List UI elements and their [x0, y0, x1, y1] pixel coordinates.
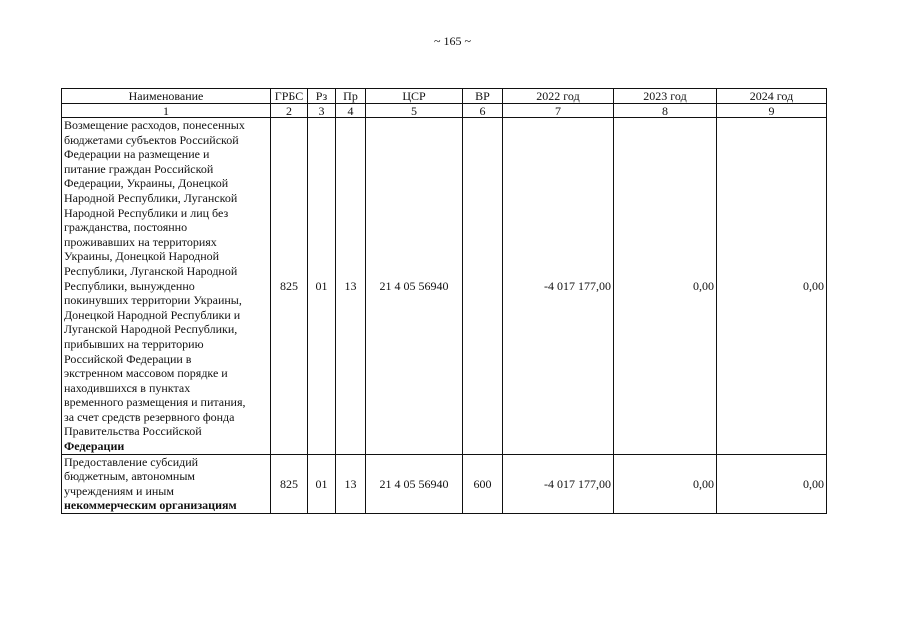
amount-2022-cell: -4 017 177,00: [503, 454, 614, 513]
name-line: Украины, Донецкой Народной: [64, 249, 220, 264]
header-vr: ВР: [463, 89, 503, 104]
name-line: бюджетным, автономным: [64, 469, 195, 484]
name-line: временного размещения и питания,: [64, 395, 246, 410]
column-number: 1: [62, 104, 271, 118]
name-line: находившихся в пунктах: [64, 380, 191, 395]
header-2023: 2023 год: [614, 89, 717, 104]
column-number-row: [62, 104, 827, 118]
column-number: 7: [503, 104, 614, 118]
name-line: Народной Республики, Луганской: [64, 190, 238, 205]
table-row: [62, 454, 827, 513]
name-line: проживавших на территориях: [64, 234, 217, 249]
header-rz: Рз: [308, 89, 336, 104]
column-number: 3: [308, 104, 336, 118]
rz-cell: 01: [308, 454, 336, 513]
csr-cell: 21 4 05 56940: [366, 118, 463, 455]
page-number: ~ 165 ~: [434, 34, 471, 48]
name-line: покинувших территории Украины,: [64, 293, 242, 308]
column-number: 5: [366, 104, 463, 118]
name-line: Предоставление субсидий: [64, 454, 199, 469]
name-line: прибывших на территорию: [64, 336, 204, 351]
amount-2023-cell: 0,00: [614, 118, 717, 455]
name-line: питание граждан Российской: [64, 161, 214, 176]
name-line: Российской Федерации в: [64, 351, 192, 366]
name-cell: [62, 454, 271, 513]
name-line: Республики, Луганской Народной: [64, 263, 238, 278]
name-line: Возмещение расходов, понесенных: [64, 118, 245, 132]
amount-2024-cell: 0,00: [717, 118, 827, 455]
pr-cell: 13: [336, 454, 366, 513]
rz-cell: 01: [308, 118, 336, 455]
column-number: 4: [336, 104, 366, 118]
name-line: гражданства, постоянно: [64, 220, 188, 235]
grbs-cell: 825: [271, 454, 308, 513]
pr-cell: 13: [336, 118, 366, 455]
name-line: Донецкой Народной Республики и: [64, 307, 241, 322]
header-2022: 2022 год: [503, 89, 614, 104]
table-row: [62, 118, 827, 455]
name-line: Правительства Российской: [64, 424, 202, 439]
name-line: Федерации, Украины, Донецкой: [64, 176, 229, 191]
name-line: Федерации на размещение и: [64, 147, 210, 162]
name-line: Луганской Народной Республики,: [64, 322, 238, 337]
column-number: 2: [271, 104, 308, 118]
column-number: 9: [717, 104, 827, 118]
column-number: 8: [614, 104, 717, 118]
header-2024: 2024 год: [717, 89, 827, 104]
header-row: [62, 89, 827, 104]
csr-cell: 21 4 05 56940: [366, 454, 463, 513]
name-line: за счет средств резервного фонда: [64, 409, 235, 424]
name-line-bold: Федерации: [64, 439, 125, 454]
header-grbs: ГРБС: [271, 89, 308, 104]
name-line: бюджетами субъектов Российской: [64, 132, 239, 147]
column-number: 6: [463, 104, 503, 118]
vr-cell: 600: [463, 454, 503, 513]
amount-2022-cell: -4 017 177,00: [503, 118, 614, 455]
header-pr: Пр: [336, 89, 366, 104]
amount-2024-cell: 0,00: [717, 454, 827, 513]
name-line: экстренном массовом порядке и: [64, 366, 228, 381]
budget-table: [61, 88, 827, 514]
grbs-cell: 825: [271, 118, 308, 455]
name-line: учреждениям и иным: [64, 483, 174, 498]
vr-cell: [463, 118, 503, 455]
header-csr: ЦСР: [366, 89, 463, 104]
name-line-bold: некоммерческим организациям: [64, 498, 237, 513]
header-name: Наименование: [62, 89, 271, 104]
name-cell: [62, 118, 271, 455]
amount-2023-cell: 0,00: [614, 454, 717, 513]
name-line: Народной Республики и лиц без: [64, 205, 229, 220]
name-line: Республики, вынужденно: [64, 278, 195, 293]
